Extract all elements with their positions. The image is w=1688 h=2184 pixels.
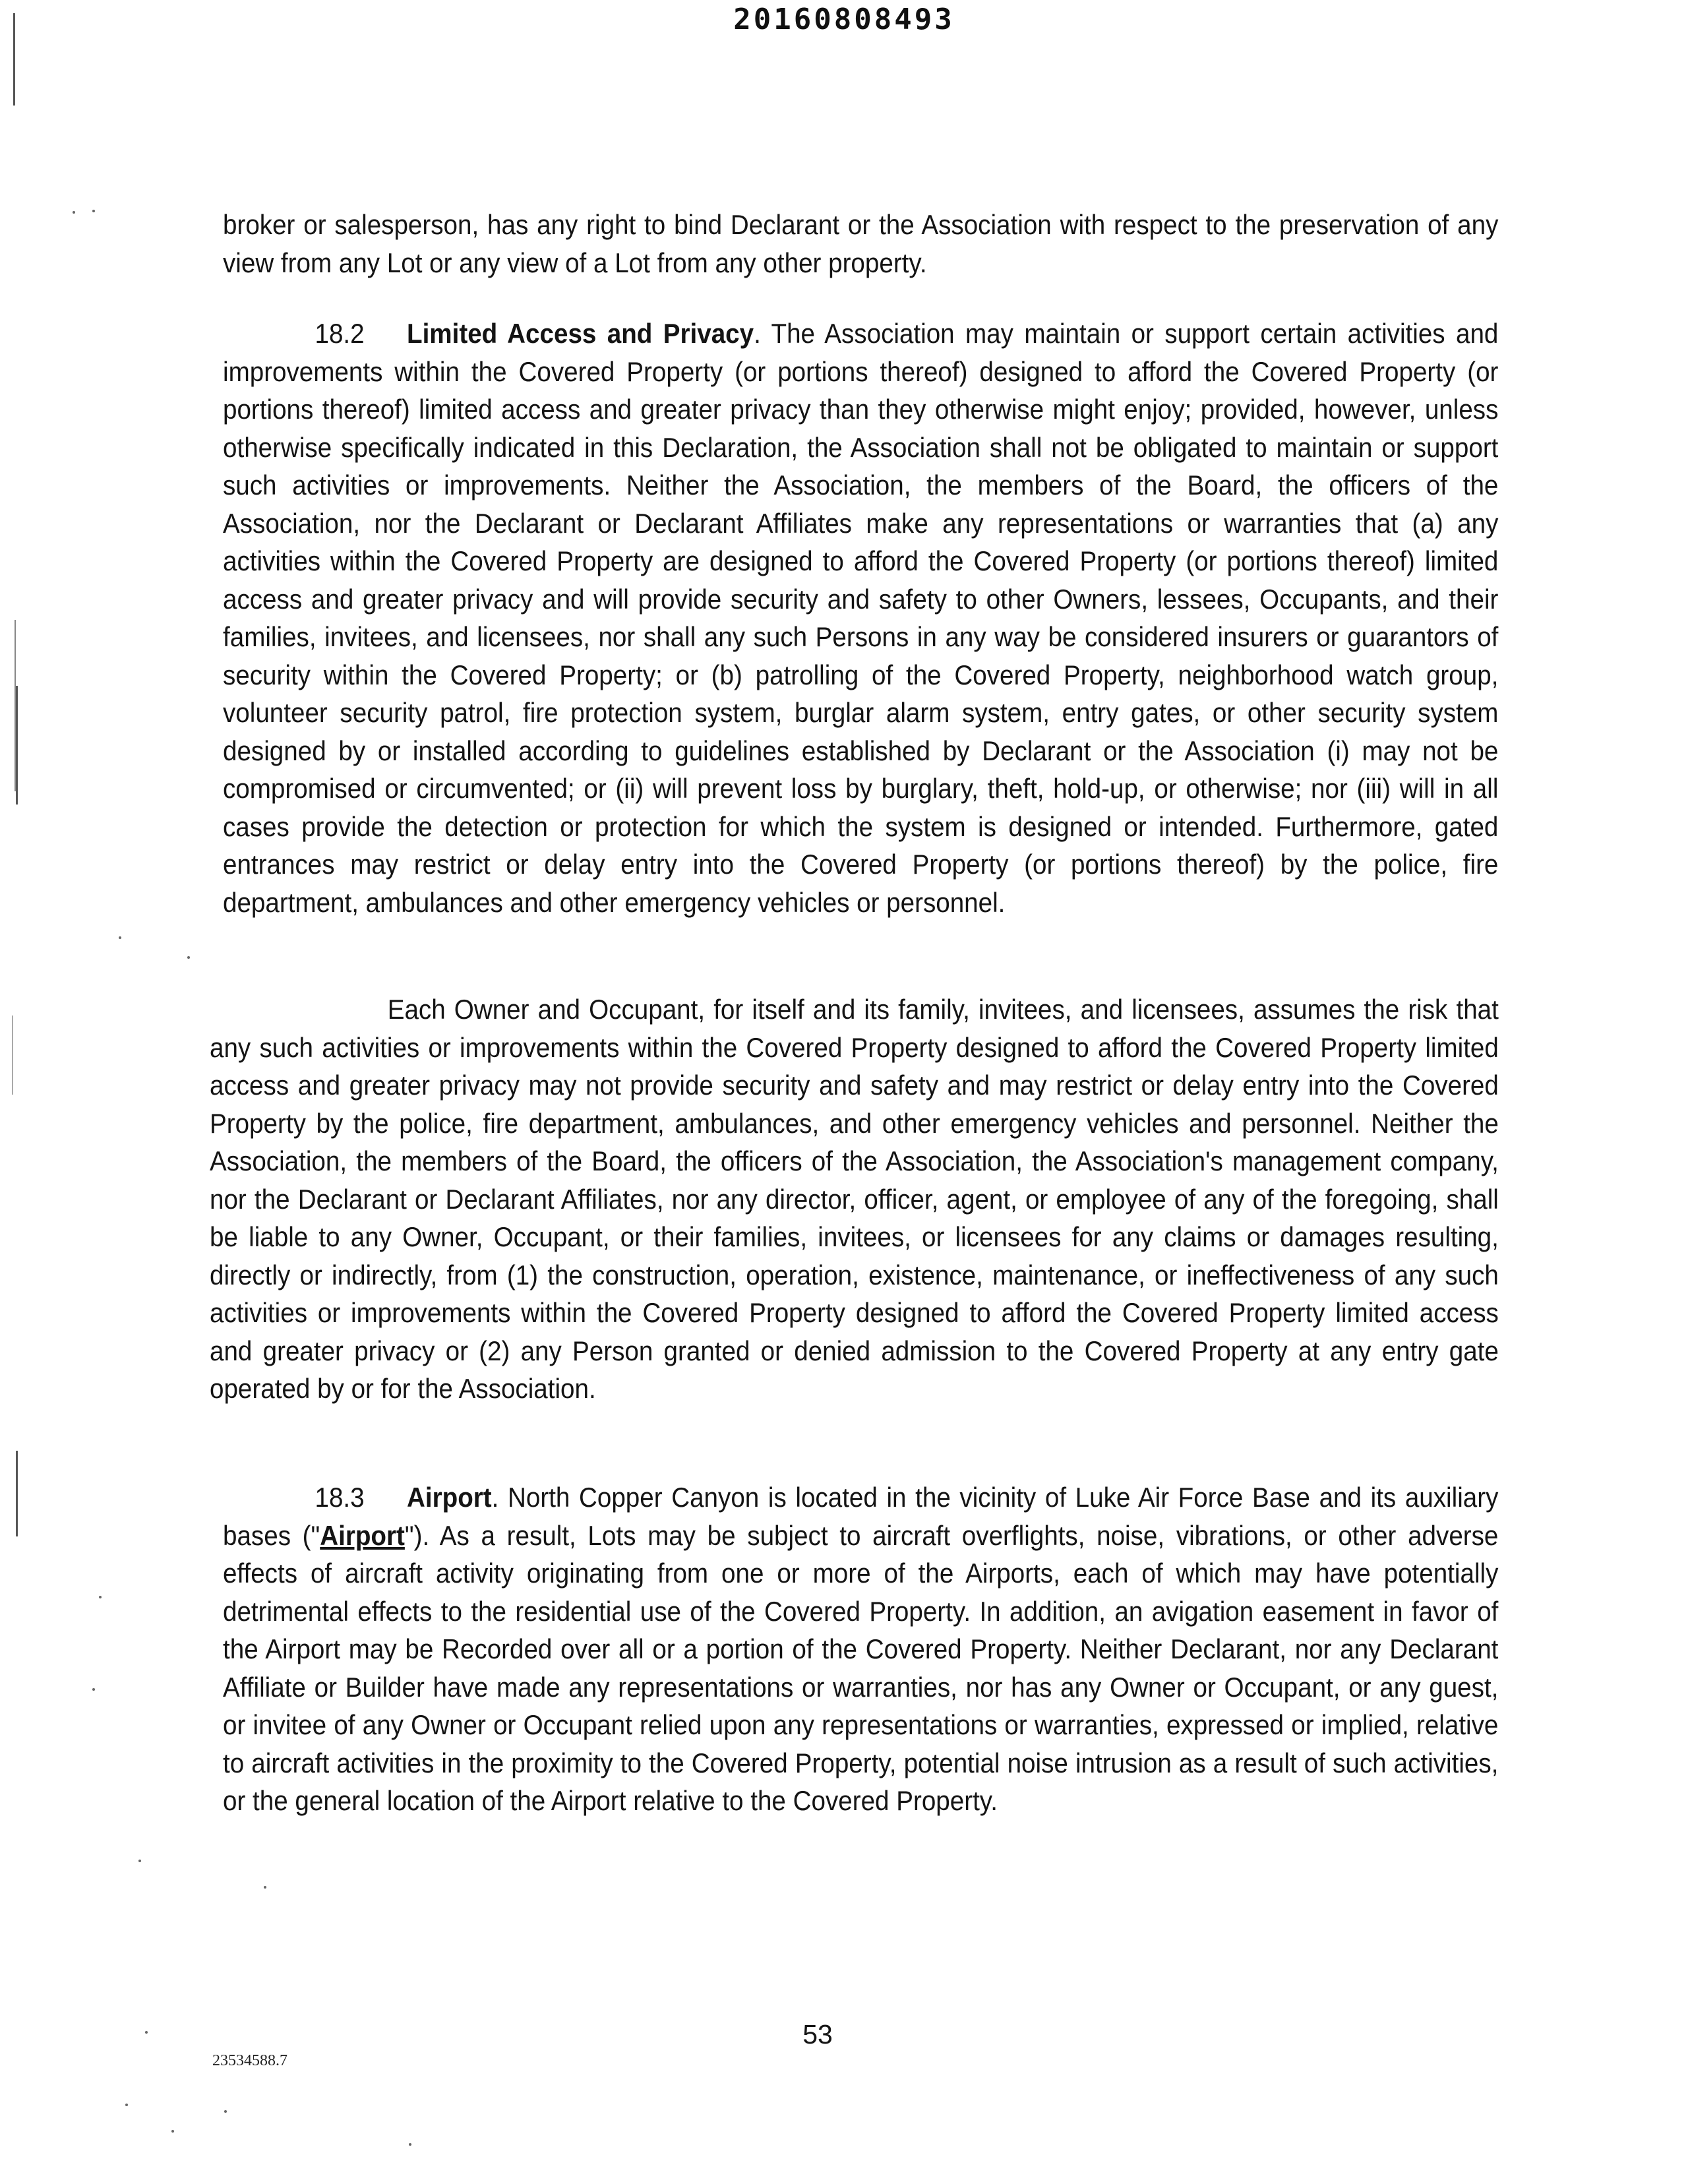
scan-edge-mark: [16, 1451, 18, 1536]
section-18-3: [223, 1478, 1498, 1820]
scan-speck: [125, 2104, 128, 2106]
defined-term-airport: Airport: [320, 1519, 405, 1551]
recording-number: 20160808493: [733, 3, 955, 36]
scan-speck: [264, 1886, 266, 1889]
scan-edge-mark: [16, 686, 18, 804]
section-heading-airport: Airport: [407, 1482, 492, 1513]
section-18-2: [223, 315, 1498, 921]
paragraph-owner-assumes-risk: [210, 990, 1499, 1408]
scan-speck: [409, 2143, 411, 2146]
scan-edge-mark: [13, 13, 15, 106]
scan-speck: [187, 956, 190, 959]
scan-speck: [171, 2130, 174, 2133]
page-number: 53: [802, 2019, 833, 2049]
paragraph-owner-assumes-risk-text: Each Owner and Occupant, for itself and its family, invitees, and licensees, assumes the risk that any such activities or improvements within the Covered Property designed to afford the Covered Property limited access and greater privacy may not provide security and safety and may restrict or delay entry into the Covered Property by the police, fire department, ambulances, and other emergency vehicles and personnel. Neither the Association, the members of the Board, the officers of the Association, the Association's management company, nor the Declarant or Declarant Affiliates, nor any director, officer, agent, or employee of any of the foregoing, shall be liable to any Owner, Occupant, or their families, invitees, or licensees for any claims or damages resulting, directly or indirectly, from (1) the construction, operation, existence, maintenance, or ineffectiveness of any such activities or improvements within the Covered Property designed to afford the Covered Property limited access and greater privacy or (2) any Person granted or denied admission to the Covered Property at any entry gate operated by or for the Association.: [210, 994, 1499, 1404]
scan-speck: [224, 2110, 227, 2113]
paragraph-view-preservation: broker or salesperson, has any right to bind Declarant or the Association with respect to the preservation of any view from any Lot or any view of a Lot from any other property.: [223, 209, 1499, 278]
scan-speck: [138, 1860, 141, 1862]
scan-speck: [99, 1596, 102, 1598]
section-number-18-3: 18.3: [315, 1482, 365, 1513]
section-18-2-text: . The Association may maintain or support certain activities and improvements within the Covered Property (or portions thereof) designed to afford the Covered Property (or portions thereof) limited access and greater privacy than they otherwise might enjoy; provided, however, unless otherwise specifically indicated in this Declaration, the Association shall not be obligated to maintain or support such activities or improvements. Neither the Association, the members of the Board, the officers of the Association, nor the Declarant or Declarant Affiliates make any representations or warranties that (a) any activities within the Covered Property are designed to afford the Covered Property (or portions thereof) limited access and greater privacy and will provide security and safety to other Owners, lessees, Occupants, and their families, invitees, and licensees, nor shall any such Persons in any way be considered insurers or guarantors of security within the Covered Property; or (b) patrolling of the Covered Property, neighborhood watch group, volunteer security patrol, fire protection system, burglar alarm system, entry gates, or other security system designed by or installed according to guidelines established by Declarant or the Association (i) may not be compromised or circumvented; or (ii) will prevent loss by burglary, theft, hold-up, or otherwise; nor (iii) will in all cases provide the detection or protection for which the system is designed or intended. Furthermore, gated entrances may restrict or delay entry into the Covered Property (or portions thereof) by the police, fire department, ambulances and other emergency vehicles or personnel.: [223, 318, 1499, 918]
document-id: 23534588.7: [212, 2052, 287, 2069]
scan-speck: [73, 211, 75, 214]
section-number-18-2: 18.2: [315, 318, 365, 349]
scan-speck: [92, 210, 95, 212]
scan-speck: [145, 2031, 148, 2034]
section-heading-limited-access: Limited Access and Privacy: [407, 318, 754, 349]
scan-speck: [92, 1688, 95, 1691]
section-18-3-text-b: "). As a result, Lots may be subject to aircraft overflights, noise, vibrations, or other adverse effects of aircraft activity originating from one or more of the Airports, each of which may have potentially detrimental effects to the residential use of the Covered Property. In addition, an avigation easement in favor of the Airport may be Recorded over all or a portion of the Covered Property. Neither Declarant, nor any Declarant Affiliate or Builder have made any representations or warranties, nor has any Owner or Occupant, or any guest, or invitee of any Owner or Occupant relied upon any representations or warranties, expressed or implied, relative to aircraft activities in the proximity to the Covered Property, potential noise intrusion as a result of such activities, or the general location of the Airport relative to the Covered Property.: [223, 1519, 1499, 1816]
scan-speck: [119, 936, 121, 939]
scan-edge-mark: [12, 1016, 13, 1095]
section-18-3-text-a: . North Copper Canyon is located in the vicinity of Luke Air Force Base and its auxiliary bases (": [223, 1482, 1499, 1551]
